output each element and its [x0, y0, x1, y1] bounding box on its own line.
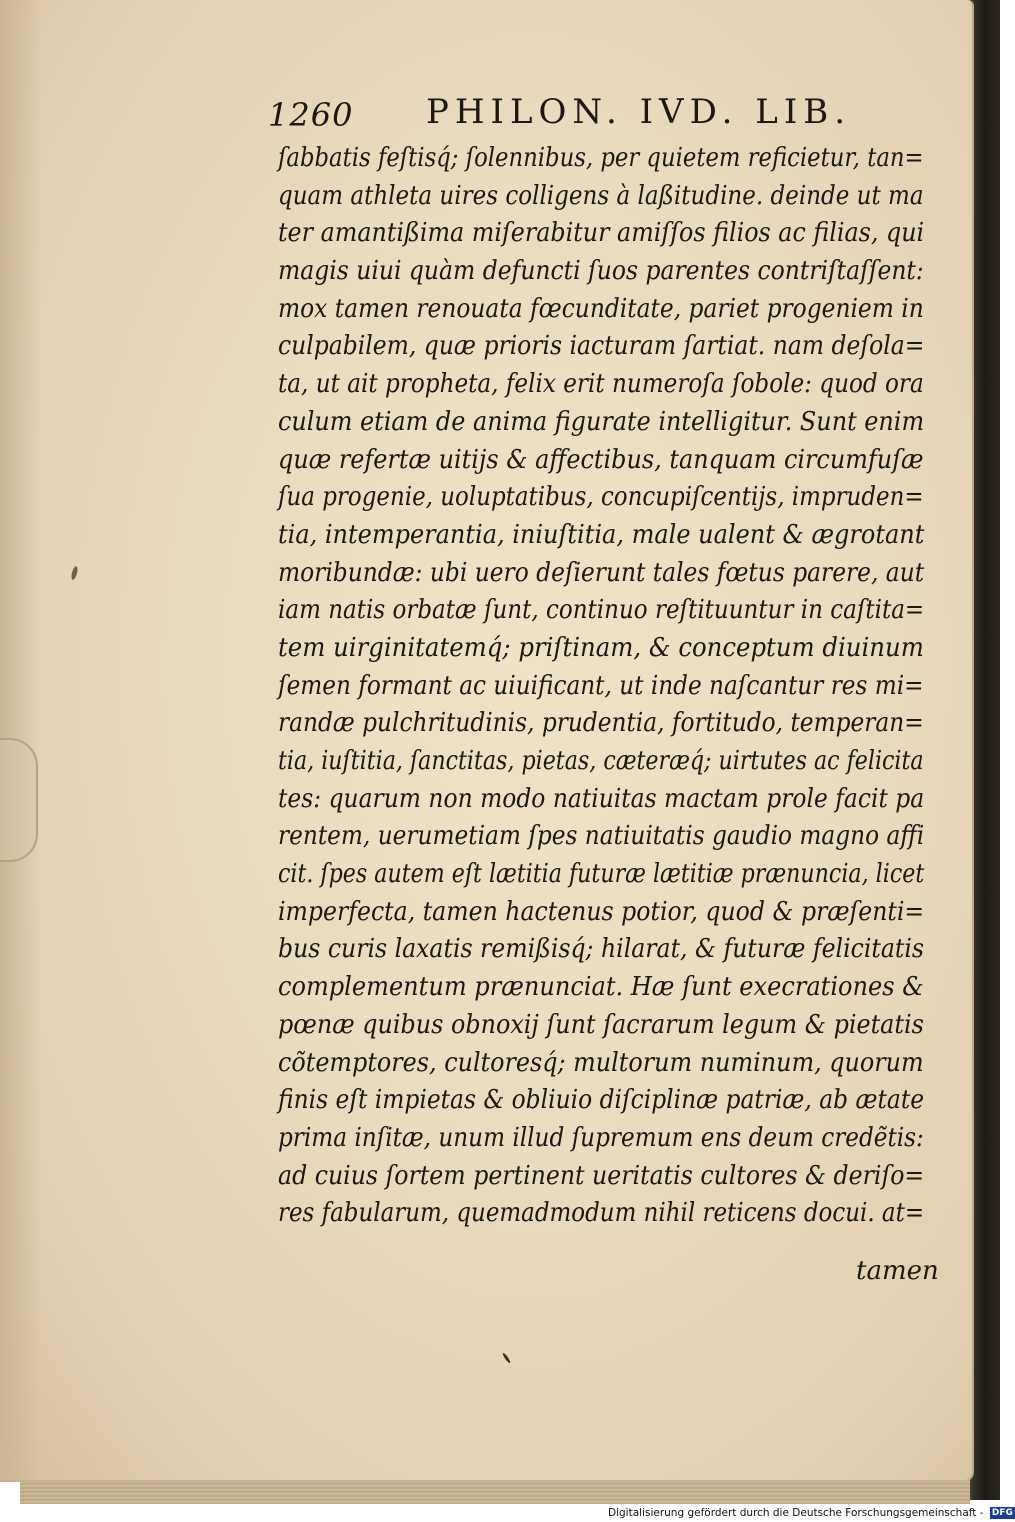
text-line: magis uiui quàm defuncti ſuos parentes contriſtaſſent: [278, 256, 924, 287]
text-line: ſabbatis feſtisq́; ſolennibus, per quietem reficietur, tan= [278, 143, 924, 173]
text-line: cõtemptores, cultoresq́; multorum numinum, quorum [278, 1047, 924, 1078]
text-line: quæ refertæ uitijs & affectibus, tanquam circumfuſæ [278, 444, 924, 475]
text-line: tes: quarum non modo natiuitas mactam prole facit pa [278, 783, 925, 814]
text-line: rentem, uerumetiam ſpes natiuitatis gaudio magno affi [278, 821, 925, 852]
dfg-logo: DFG [991, 1508, 1013, 1518]
text-line: bus curis laxatis remißisq́; hilarat, & futuræ felicitatis [278, 934, 924, 965]
text-line: finis eſt impietas & obliuio diſciplinæ patriæ, ab ætate [278, 1085, 925, 1116]
text-line: res fabularum, quemadmodum nihil reticens docui. at= [278, 1198, 925, 1229]
text-line: pœnæ quibus obnoxij ſunt ſacrarum legum & pietatis [278, 1009, 924, 1040]
catchword: tamen [856, 1256, 939, 1286]
text-line: tem uirginitatemq́; priſtinam, & conceptum diuinum [278, 632, 924, 663]
margin-tab-mark [0, 738, 38, 862]
ink-speck [502, 1352, 511, 1364]
text-line: culum etiam de anima figurate intelligitur. Sunt enim [278, 406, 925, 437]
text-line: ta, ut ait propheta, felix erit numeroſa ſobole: quod ora [278, 369, 924, 400]
digitization-credit [608, 1506, 1015, 1520]
ink-speck [70, 566, 78, 581]
text-line: randæ pulchritudinis, prudentia, fortitudo, temperan= [278, 708, 924, 739]
text-line: ter amantißima miſerabitur amiſſos filios ac filias, qui [278, 218, 925, 249]
text-line: ad cuius ſortem pertinent ueritatis cultores & deriſo= [278, 1160, 925, 1191]
text-line: mox tamen renouata fœcunditate, pariet progeniem in [278, 293, 924, 324]
text-line: quam athleta uires colligens à laßitudine. deinde ut ma [278, 180, 924, 211]
text-line: tia, intemperantia, iniuſtitia, male ualent & ægrotant [278, 519, 925, 550]
text-line: complementum prænunciat. Hæ ſunt execrationes & [278, 972, 924, 1003]
text-line: ſua progenie, uoluptatibus, concupiſcentijs, impruden= [278, 482, 924, 513]
text-line: cit. ſpes autem eſt lætitia futuræ lætitiæ prænuncia, licet [278, 859, 925, 890]
text-line: prima inſitæ, unum illud ſupremum ens deum credẽtis: [278, 1122, 924, 1153]
text-line: moribundæ: ubi uero deſierunt tales fœtus parere, aut [278, 557, 925, 588]
body-text [278, 140, 928, 1233]
page-number: 1260 [268, 96, 354, 134]
running-head: PHILON. IVD. LIB. [426, 92, 852, 132]
credit-text: Digitalisierung gefördert durch die Deutsche Forschungsgemeinschaft - [608, 1507, 984, 1519]
text-line: tia, iuſtitia, ſanctitas, pietas, cæteræq́; uirtutes ac felicita [278, 746, 924, 776]
text-line: culpabilem, quæ prioris iacturam ſartiat. nam deſola= [278, 331, 925, 362]
text-line: ſemen formant ac uiuificant, ut inde naſcantur res mi= [278, 670, 924, 701]
page-header [268, 92, 908, 140]
text-line: imperfecta, tamen hactenus potior, quod & præſenti= [278, 896, 925, 927]
text-line: iam natis orbatæ ſunt, continuo reſtituuntur in caſtita= [278, 595, 925, 626]
